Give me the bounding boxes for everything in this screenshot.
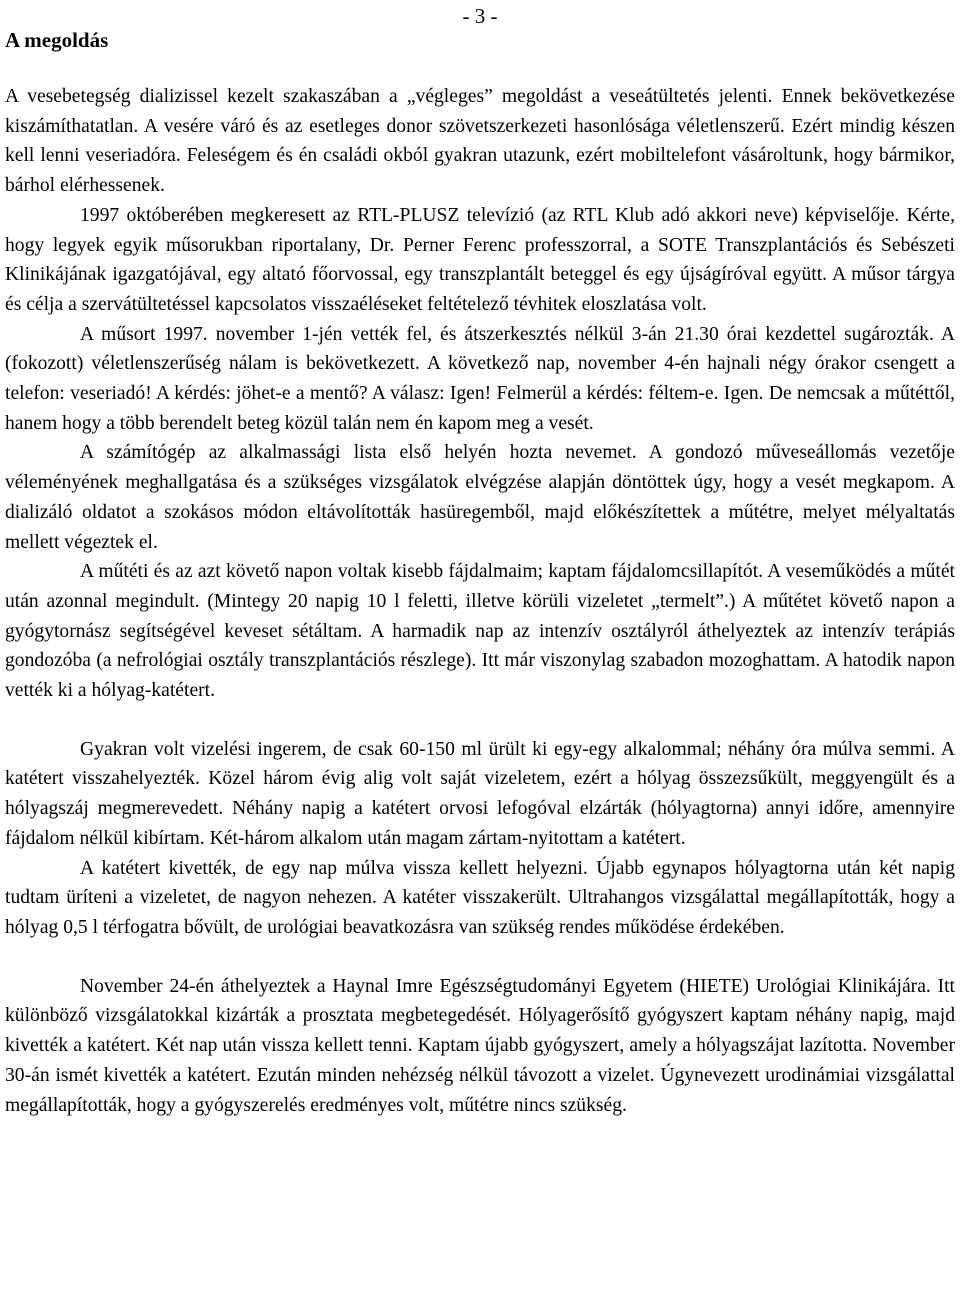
paragraph-intro: A vesebetegség dializissel kezelt szakaszában a „végleges” megoldást a veseátültetés jelenti. Ennek bekövetkezése kiszámíthatatlan. A vesére váró és az esetleges donor szövetszerkezeti hasonlósága véletlenszerű. Ezért mindig készen kell lenni veseriadóra. Feleségem és én családi okból gyakran utazunk, ezért mobiltelefont vásároltunk, hogy bármikor, bárhol elérhessenek. <box>5 86 955 197</box>
paragraph-catheter: Gyakran volt vizelési ingerem, de csak 60-150 ml ürült ki egy-egy alkalommal; néhány óra múlva semmi. A katétert visszahelyezték. Közel három évig alig volt saját vizeletem, ezért a hólyag összezsűkült, meggyengült és a hólyagszáj megmerevedett. Néhány napig a katétert orvosi lefogóval elzárták (hólyagtorna) annyi időre, amennyire fájdalom nélkül kibírtam. Két-három alkalom után magam zártam-nyitottam a katétert. <box>5 738 955 849</box>
paragraph-broadcast: A műsort 1997. november 1-jén vették fel, és átszerkesztés nélkül 3-án 21.30 órai kezdettel sugározták. A (fokozott) véletlenszerűség nálam is bekövetkezett. A következő nap, november 4-én hajnali négy órakor csengett a telefon: veseriadó! A kérdés: jöhet-e a mentő? A válasz: Igen! Felmerül a kérdés: féltem-e. Igen. De nemcsak a műtéttől, hanem hogy a több berendelt beteg közül talán nem én kapom meg a vesét. <box>5 323 955 434</box>
paragraph-recovery: A műtéti és az azt követő napon voltak kisebb fájdalmaim; kaptam fájdalomcsillapítót. A veseműködés a műtét után azonnal megindult. (Mintegy 20 napig 10 l feletti, illetve körüli vizeletet „termelt”.) A műtétet követő napon a gyógytornász segítségével keveset sétáltam. A harmadik nap az intenzív osztályról áthelyeztek az intenzív terápiás gondozóba (a nefrológiai osztály transzplantációs részlege). Itt már viszonylag szabadon mozoghattam. A hatodik napon vették ki a hólyag-katétert. <box>5 561 955 702</box>
section-heading: A megoldás <box>5 28 109 52</box>
document-body <box>5 82 955 1120</box>
paragraph-selection: A számítógép az alkalmassági lista első helyén hozta nevemet. A gondozó műveseállomás vezetője véleményének meghallgatása és a szükséges vizsgálatok elvégzése alapján döntöttek úgy, hogy a vesét megkapom. A dializáló oldatot a szokásos módon eltávolították hasüregemből, majd előkészítettek a műtétre, melyet mélyaltatás mellett végeztek el. <box>5 442 955 553</box>
paragraph-bladder-training: A katétert kivették, de egy nap múlva vissza kellett helyezni. Újabb egynapos hólyagtorna után két napig tudtam üríteni a vizeletet, de nagyon nehezen. A katéter visszakerült. Ultrahangos vizsgálattal megállapították, hogy a hólyag 0,5 l térfogatra bővült, de urológiai beavatkozásra van szükség rendes működése érdekében. <box>5 857 955 938</box>
paragraph-urology: November 24-én áthelyeztek a Haynal Imre Egészségtudományi Egyetem (HIETE) Urológiai Klinikájára. Itt különböző vizsgálatokkal kizárták a prosztata megbetegedését. Hólyagerősítő gyógyszert kaptam néhány napig, majd kivették a katétert. Két nap után vissza kellett tenni. Kaptam újabb gyógyszert, amely a hólyagszájat lazította. November 30-án ismét kivették a katétert. Ezután minden nehézség nélkül távozott a vizelet. Úgynevezett urodinámiai vizsgálattal megállapították, hogy a gyógyszerelés eredményes volt, műtétre nincs szükség. <box>5 975 955 1116</box>
paragraph-tv-show: 1997 októberében megkeresett az RTL-PLUSZ televízió (az RTL Klub adó akkori neve) képviselője. Kérte, hogy legyek egyik műsorukban riportalany, Dr. Perner Ferenc professzorral, a SOTE Transzplantációs és Sebészeti Klinikájának igazgatójával, egy altató főorvossal, egy transzplantált beteggel és egy újságíróval együtt. A műsor tárgya és célja a szervátültetéssel kapcsolatos visszaéléseket feltételező tévhitek eloszlatása volt. <box>5 204 955 315</box>
page-number: - 3 - <box>462 4 498 28</box>
